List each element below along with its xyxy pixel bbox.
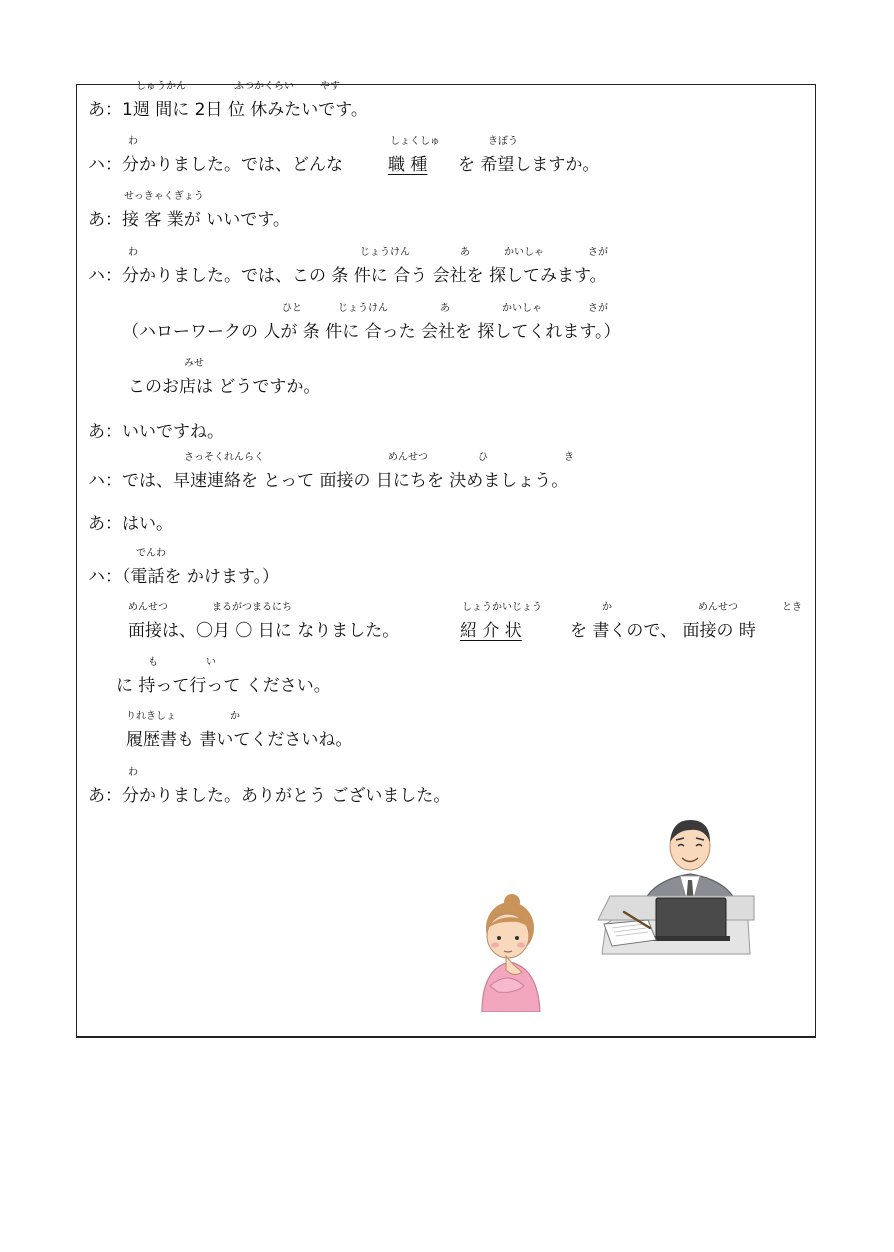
line-text: ハ：では、早速連絡を とって 面接の 日にちを 決めましょう。: [88, 471, 569, 491]
man-at-laptop-illustration: [594, 812, 758, 958]
furigana: ひと: [282, 303, 302, 314]
line-text: 履歴書も 書いてくださいね。: [126, 730, 353, 750]
furigana: めんせつ: [698, 602, 738, 613]
furigana: きぼう: [488, 136, 518, 147]
line-text: あ：はい。: [88, 514, 173, 534]
furigana: みせ: [184, 358, 204, 369]
furigana: かいしゃ: [504, 247, 544, 258]
underlined-term: 職 種: [388, 155, 428, 175]
line-text: を 書くので、 面接の 時: [570, 621, 756, 641]
furigana: めんせつ: [128, 602, 168, 613]
furigana: でんわ: [136, 548, 166, 559]
furigana: ふつかくらい: [234, 81, 294, 92]
furigana: しょうかいじょう: [462, 602, 542, 613]
furigana: しゅうかん: [136, 81, 186, 92]
woman-thinking-illustration: [468, 890, 552, 1012]
line-text: あ：いいですね。: [88, 422, 224, 442]
furigana: めんせつ: [388, 452, 428, 463]
line-text: ハ：（電話を かけます。）: [88, 567, 280, 587]
furigana: じょうけん: [360, 247, 410, 258]
line-text: （ハローワークの 人が 条 件に 合った 会社を 探してくれます。）: [122, 322, 621, 342]
line-text: を 希望しますか。: [458, 155, 600, 175]
furigana: まるがつまるにち: [212, 602, 292, 613]
furigana: とき: [782, 602, 802, 613]
furigana: かいしゃ: [502, 303, 542, 314]
line-text: あ：分かりました。ありがとう ございました。: [88, 786, 451, 806]
furigana: わ: [128, 247, 138, 258]
furigana: か: [230, 711, 240, 722]
line-text: 面接は、〇月 〇 日に なりました。: [128, 621, 400, 641]
line-text: ハ：分かりました。では、この 条 件に 合う 会社を 探してみます。: [88, 266, 607, 286]
furigana: じょうけん: [338, 303, 388, 314]
furigana: わ: [128, 767, 138, 778]
furigana: わ: [128, 136, 138, 147]
line-text: に 持って行って ください。: [116, 676, 331, 696]
underlined-term: 紹 介 状: [460, 621, 522, 641]
line-text: ハ：分かりました。では、どんな: [88, 155, 343, 175]
furigana: しょくしゅ: [390, 136, 440, 147]
furigana: ひ: [478, 452, 488, 463]
furigana: あ: [440, 303, 450, 314]
furigana: も: [148, 657, 158, 668]
line-text: あ：1週 間に 2日 位 休みたいです。: [88, 100, 368, 120]
furigana: さが: [588, 247, 608, 258]
furigana: やす: [320, 81, 340, 92]
furigana: か: [602, 602, 612, 613]
furigana: せっきゃくぎょう: [124, 191, 204, 202]
furigana: りれきしょ: [126, 711, 176, 722]
line-text: あ：接 客 業が いいです。: [88, 210, 290, 230]
furigana: さが: [588, 303, 608, 314]
furigana: き: [564, 452, 574, 463]
furigana: さっそくれんらく: [184, 452, 264, 463]
line-text: このお店は どうですか。: [128, 377, 321, 397]
furigana: あ: [460, 247, 470, 258]
furigana: い: [206, 657, 216, 668]
